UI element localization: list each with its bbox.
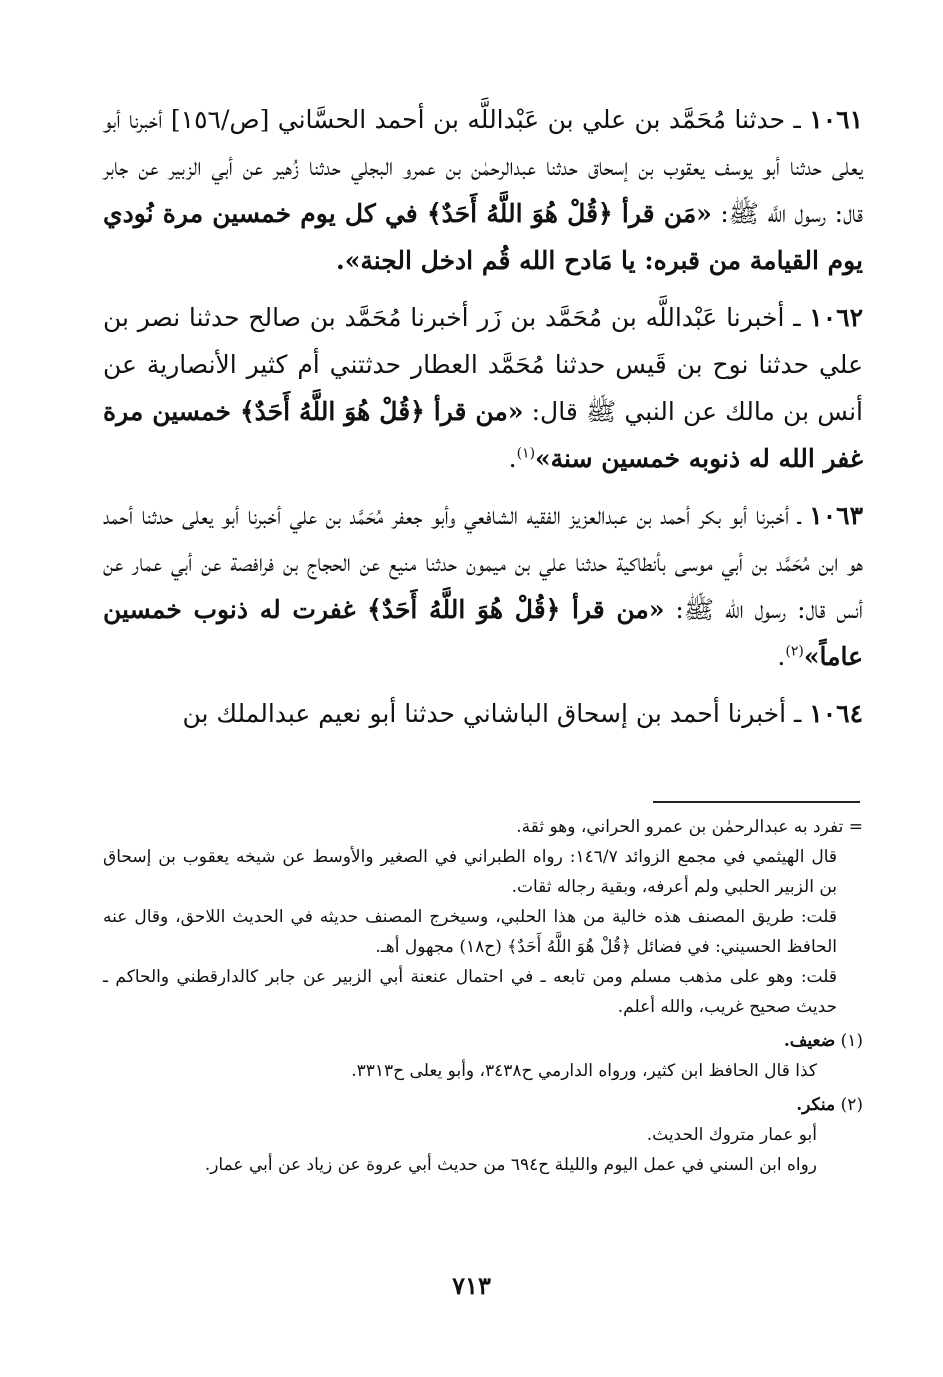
hadith-matn: «مَن قرأ ﴿قُلْ هُوَ اللَّهُ أَحَدٌ﴾ في كل يوم خمسين مرة نُودي يوم القيامة من قبره: يا مَادح الله قُم ادخل الجنة».: [103, 199, 863, 275]
footnote-ref: (٢): [785, 643, 804, 660]
hadith-chain: ـ أخبرنا عَبْداللَّه بن مُحَمَّد بن زَر أخبرنا مُحَمَّد بن صالح حدثنا نصر بن علي حدثنا نوح بن قَيس حدثنا مُحَمَّد العطار حدثتني أم كثير الأنصارية عن أنس بن مالك عن النبي ﷺ قال:: [103, 303, 863, 426]
hadith-matn: «من قرأ ﴿قُلْ هُوَ اللَّهُ أَحَدٌ﴾ غفرت له ذنوب خمسين عاماً»: [103, 595, 863, 671]
page-number: ٧١٣: [452, 1271, 491, 1300]
hadith-1063: ١٠٦٣ ـ أخبرنا أبو بكر أحمد بن عبدالعزيز الفقيه الشافعي وأبو جعفر مُحَمَّد بن علي أخبرنا أبو يعلى حدثنا أحمد هو ابن مُحَمَّد بن أبي موسى بأنطاكية حدثنا علي بن ميمون حدثنا منيع عن الحجاج بن فرافصة عن أبي عمار عن أنس قال: رسول الله ﷺ: «من قرأ ﴿قُلْ هُوَ اللَّهُ أَحَدٌ﴾ غفرت له ذنوب خمسين عاماً»$^{(٢)}$.: [103, 501, 863, 671]
hadith-number: ١٠٦١: [809, 105, 863, 134]
hadith-chain: ـ حدثنا مُحَمَّد بن علي بن عَبْداللَّه بن أحمد الحسَّاني [ص/١٥٦] أخبرنا أبو يعلى حدثنا أبو يوسف يعقوب بن إسحاق حدثنا عبدالرحمٰن بن عمرو البجلي حدثنا زُهير عن أبي الزبير عن جابر قال: رسول اللَّه ﷺ:: [103, 105, 863, 228]
footnote-separator: [653, 801, 860, 803]
continued-note-line: قلت: وهو على مذهب مسلم ومن تابعه ـ في احتمال عنعنة أبي الزبير عن جابر كالدارقطني والحاكم ـ حديث صحيح غريب، والله أعلم.: [103, 967, 837, 1017]
hadith-matn: «من قرأ ﴿قُلْ هُوَ اللَّهُ أَحَدٌ﴾ خمسين مرة غفر الله له ذنوبه خمسين سنة»: [103, 397, 863, 473]
hadith-number: ١٠٦٢: [809, 303, 863, 332]
hadith-1061: [103, 96, 863, 284]
hadith-1062: ١٠٦٢ ـ أخبرنا عَبْداللَّه بن مُحَمَّد بن زَر أخبرنا مُحَمَّد بن صالح حدثنا نصر بن علي حدثنا نوح بن قَيس حدثنا مُحَمَّد العطار حدثتني أم كثير الأنصارية عن أنس بن مالك عن النبي ﷺ قال: «من قرأ ﴿قُلْ هُوَ اللَّهُ أَحَدٌ﴾ خمسين مرة غفر الله له ذنوبه خمسين سنة»$^{(١)}$.: [103, 303, 863, 473]
footnote-ref: (١): [516, 445, 536, 462]
hadith-chain: ـ أخبرنا أحمد بن إسحاق الباشاني حدثنا أبو نعيم عبدالملك بن: [182, 699, 802, 728]
footnote-grade: ضعيف.: [783, 1031, 836, 1051]
hadith-chain: ـ أخبرنا أبو بكر أحمد بن عبدالعزيز الفقيه الشافعي وأبو جعفر مُحَمَّد بن علي أخبرنا أبو يعلى حدثنا أحمد هو ابن مُحَمَّد بن أبي موسى بأنطاكية حدثنا علي بن ميمون حدثنا منيع عن الحجاج بن فرافصة عن أبي عمار عن أنس قال: رسول الله ﷺ:: [103, 501, 863, 624]
continued-note-line: قال الهيثمي في مجمع الزوائد ١٤٦/٧: رواه الطبراني في الصغير والأوسط عن شيخه يعقوب بن إسحاق بن الزبير الحلبي ولم أعرفه، وبقية رجاله ثقات.: [103, 847, 838, 897]
footnote-marker: (١): [840, 1031, 863, 1051]
hadith-1064: [103, 690, 863, 737]
footnote-marker: (٢): [840, 1095, 863, 1115]
continued-note-first: = تفرد به عبدالرحمٰن بن عمرو الحراني، وهو ثقة.: [516, 817, 863, 837]
footnote-2-head: [103, 1090, 863, 1120]
hadith-number: ١٠٦٤: [809, 699, 863, 728]
main-text: [103, 96, 863, 747]
footnote-grade: منكر.: [796, 1095, 836, 1115]
hadith-number: ١٠٦٣: [809, 501, 863, 530]
footnote-1-line: كذا قال الحافظ ابن كثير، ورواه الدارمي ح٣٤٣٨، وأبو يعلى ح٣٣١٣.: [351, 1061, 817, 1081]
footnote-2-line: رواه ابن السني في عمل اليوم والليلة ح٦٩٤ من حديث أبي عروة عن زياد عن أبي عمار.: [204, 1155, 817, 1175]
footnote-2-line: أبو عمار متروك الحديث.: [646, 1125, 817, 1145]
continuation-marker: =: [848, 817, 863, 837]
continued-note-line: قلت: طريق المصنف هذه خالية من هذا الحلبي، وسيخرج المصنف حديثه في الحديث اللاحق، وقال عنه الحافظ الحسيني: في فضائل ﴿قُلْ هُوَ اللَّهُ أَحَدٌ﴾ (ح١٨) مجهول أهـ.: [103, 907, 837, 957]
footnotes-area: [103, 812, 863, 1180]
footnote-1-head: [103, 1026, 863, 1056]
